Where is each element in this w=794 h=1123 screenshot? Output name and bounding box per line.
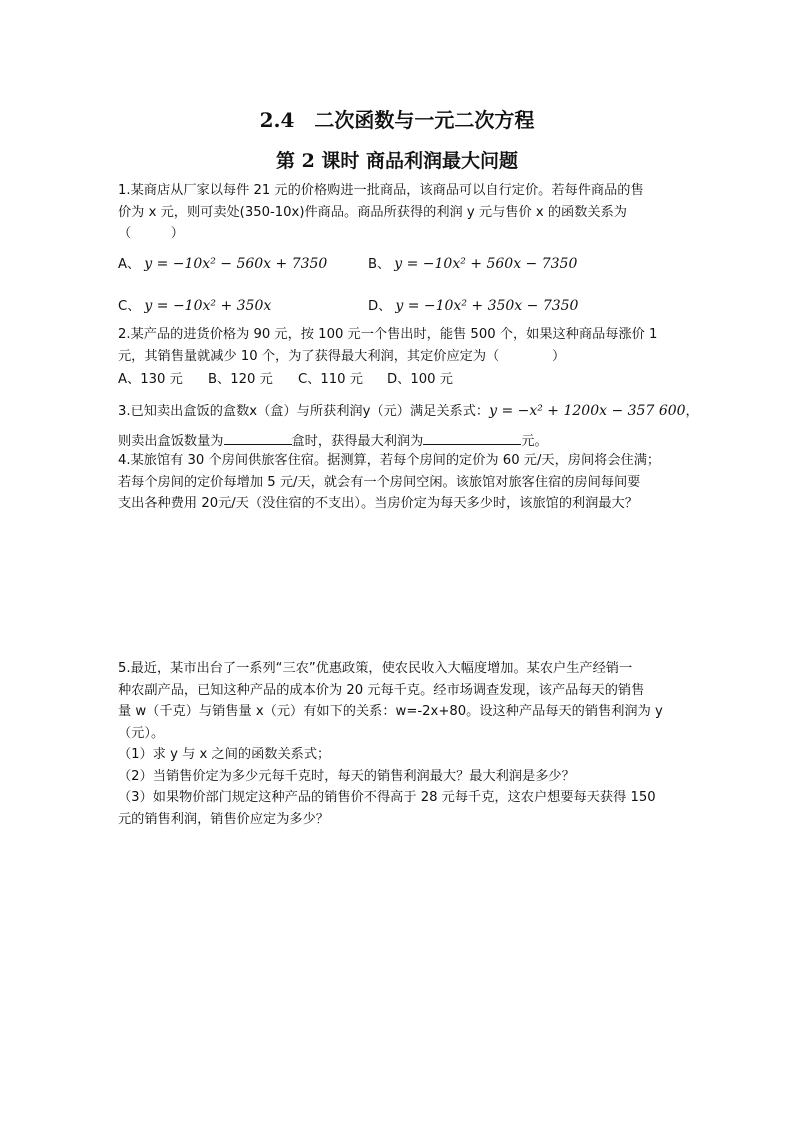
option-formula: y = −10x² + 350x − 7350: [395, 298, 579, 314]
q1-option-d: [368, 295, 578, 314]
option-letter: C、: [118, 299, 141, 314]
q5-subquestion-2: （2）当销售价定为多少元每千克时，每天的销售利润最大？最大利润是多少？: [118, 768, 575, 784]
q3-text: 盒时，获得最大利润为: [291, 434, 424, 449]
q2-line: 元，其销售量就减少 10 个，为了获得最大利润，其定价应定为（ ）: [118, 348, 566, 364]
q2-line: 2.某产品的进货价格为 90 元，按 100 元一个售出时，能售 500 个，如果这种商品每涨价 1: [118, 327, 658, 342]
q1-line: （ ）: [118, 226, 184, 241]
question-3-line-1: [118, 400, 699, 419]
q1-option-c: [118, 295, 271, 314]
q3-formula: y = −x² + 1200x − 357 600: [489, 403, 686, 419]
question-5: [118, 658, 686, 830]
option-formula: y = −10x² − 560x + 7350: [144, 256, 328, 272]
q3-text: 则卖出盒饭数量为: [118, 434, 224, 449]
lesson-subtitle: 第 2 课时 商品利润最大问题: [275, 150, 519, 172]
question-2: [118, 324, 686, 367]
q1-line: 价为 x 元，则可卖处(350-10x)件商品。商品所获得的利润 y 元与售价 x 的函数关系为: [118, 204, 627, 220]
q1-option-b: [368, 253, 577, 272]
q4-line: 若每个房间的定价每增加 5 元/天，就会有一个房间空闲。该旅馆对旅客住宿的房间每间要: [118, 474, 641, 490]
q2-option-b: B、120 元: [208, 372, 273, 387]
option-letter: B、: [368, 257, 391, 272]
q3-text: 3.已知卖出盒饭的盒数x（盒）与所获利润y（元）满足关系式：: [118, 404, 490, 419]
q5-line: 种农副产品，已知这种产品的成本价为 20 元每千克。经市场调查发现，该产品每天的销售: [118, 682, 645, 698]
q3-punct: ，: [685, 404, 699, 419]
option-letter: A、: [118, 257, 141, 272]
q5-line: 量 w（千克）与销售量 x（元）有如下的关系：w=-2x+80。设这种产品每天的销售利润为 y: [118, 704, 663, 719]
q2-option-c: C、110 元: [298, 372, 363, 387]
q2-option-a: A、130 元: [118, 372, 183, 387]
question-3-line-2: [118, 430, 548, 449]
question-4: [118, 450, 686, 515]
q1-line: 1.某商店从厂家以每件 21 元的价格购进一批商品，该商品可以自行定价。若每件商品的售: [118, 183, 644, 198]
q4-line: 4.某旅馆有 30 个房间供旅客住宿。据测算，若每个房间的定价为 60 元/天，房间将会住满；: [118, 453, 661, 468]
q5-line: 5.最近，某市出台了一系列“三农”优惠政策，使农民收入大幅度增加。某农户生产经销一: [118, 661, 633, 676]
option-formula: y = −10x² + 350x: [144, 298, 272, 314]
q5-subquestion-1: （1）求 y 与 x 之间的函数关系式；: [118, 747, 331, 762]
answer-blank-2[interactable]: [423, 430, 521, 445]
q5-line: （元）。: [118, 725, 165, 741]
q4-line: 支出各种费用 20元/天（没住宿的不支出）。当房价定为每天多少时，该旅馆的利润最大？: [118, 496, 638, 511]
q5-subquestion-3: （3）如果物价部门规定这种产品的销售价不得高于 28 元每千克，这农户想要每天获得 150: [118, 790, 656, 805]
q2-option-d: D、100 元: [387, 372, 453, 387]
q3-text: 元。: [521, 434, 548, 449]
q1-option-a: [118, 253, 327, 272]
q5-subquestion-3-cont: 元的销售利润，销售价应定为多少？: [118, 811, 329, 827]
answer-blank-1[interactable]: [224, 430, 292, 445]
option-formula: y = −10x² + 560x − 7350: [394, 256, 578, 272]
section-title: 2.4 二次函数与一元二次方程: [259, 108, 535, 132]
question-1: [118, 180, 686, 245]
option-letter: D、: [368, 299, 392, 314]
